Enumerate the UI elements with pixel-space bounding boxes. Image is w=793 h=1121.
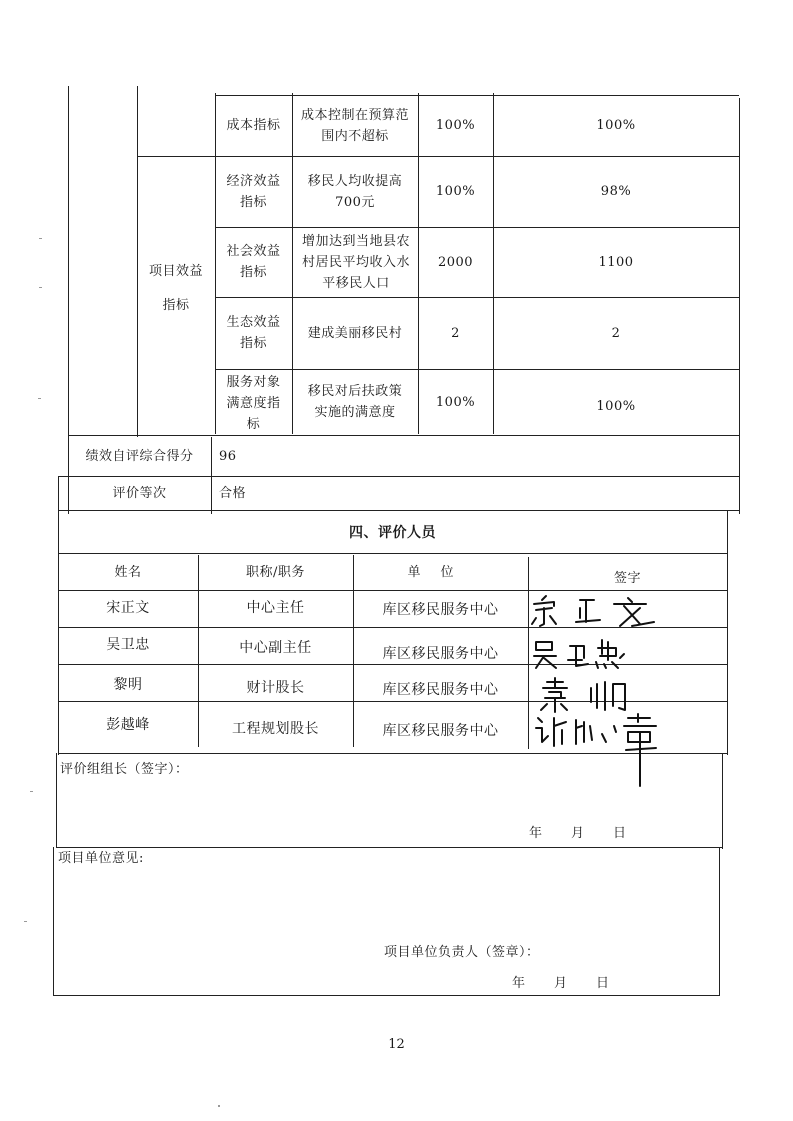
opinion-date: 年 月 日 <box>512 976 611 991</box>
content-social: 增加达到当地县农村居民平均收入水平移民人口 <box>302 233 411 291</box>
header-name: 姓名 <box>114 564 142 580</box>
indicator-cost: 成本指标 <box>226 118 281 133</box>
grade-label: 评价等次 <box>112 485 167 501</box>
target-social: 2000 <box>437 254 474 270</box>
actual-cost: 100% <box>596 118 636 133</box>
target-ecological: 2 <box>451 325 460 341</box>
staff-title: 中心副主任 <box>239 640 312 656</box>
staff-unit: 库区移民服务中心 <box>382 646 499 662</box>
staff-name: 彭越峰 <box>106 716 150 733</box>
target-cost: 100% <box>435 118 476 133</box>
scan-mark <box>218 1105 220 1107</box>
content-cost: 成本控制在预算范围内不超标 <box>300 107 409 144</box>
staff-name: 吴卫忠 <box>106 637 150 653</box>
score-value: 96 <box>219 448 237 464</box>
opinion-responsible-label: 项目单位负责人（签章）： <box>384 945 540 960</box>
actual-satisfaction: 100% <box>596 399 636 414</box>
opinion-label: 项目单位意见: <box>58 851 144 866</box>
actual-social: 1100 <box>598 254 634 270</box>
content-ecological: 建成美丽移民村 <box>307 325 403 341</box>
staff-title: 工程规划股长 <box>232 720 319 737</box>
scan-mark <box>38 398 41 399</box>
indicator-ecological: 生态效益指标 <box>226 314 281 351</box>
staff-unit: 库区移民服务中心 <box>382 682 499 698</box>
indicator-satisfaction: 服务对象满意度指标 <box>226 374 281 432</box>
actual-economic: 98% <box>600 184 632 199</box>
group-label-benefit-indicators: 项目效益指标 <box>148 264 203 313</box>
leader-sign-date: 年 月 日 <box>529 826 628 841</box>
indicator-economic: 经济效益指标 <box>226 173 281 210</box>
actual-ecological: 2 <box>611 325 621 341</box>
page-number: 12 <box>388 1037 405 1052</box>
content-satisfaction: 移民对后扶政策实施的满意度 <box>307 384 403 420</box>
scan-mark <box>30 791 33 792</box>
staff-title: 中心主任 <box>246 600 305 616</box>
staff-unit: 库区移民服务中心 <box>382 602 499 618</box>
staff-name: 黎明 <box>113 677 143 693</box>
header-title: 职称/职务 <box>246 564 305 580</box>
signature-song-zhengwen <box>528 592 678 634</box>
indicator-social: 社会效益指标 <box>226 243 281 280</box>
signature-peng-yuefeng <box>532 712 682 792</box>
signature-wu-weizhong <box>528 634 678 674</box>
staff-name: 宋正文 <box>106 600 150 616</box>
leader-sign-label: 评价组组长（签字）： <box>60 762 189 777</box>
scan-mark <box>24 921 27 922</box>
staff-unit: 库区移民服务中心 <box>382 722 499 739</box>
section-title: 四、评价人员 <box>349 524 436 541</box>
scan-mark <box>39 238 42 239</box>
scan-mark <box>39 287 42 288</box>
content-economic: 移民人均收提高700元 <box>307 173 403 210</box>
header-unit: 单位 <box>407 564 474 580</box>
signature-li-ming <box>535 676 665 716</box>
score-label: 绩效自评综合得分 <box>85 448 194 464</box>
staff-title: 财计股长 <box>246 680 305 696</box>
grade-value: 合格 <box>219 485 247 501</box>
target-satisfaction: 100% <box>435 394 476 410</box>
header-signature: 签字 <box>613 570 641 586</box>
target-economic: 100% <box>435 184 476 199</box>
